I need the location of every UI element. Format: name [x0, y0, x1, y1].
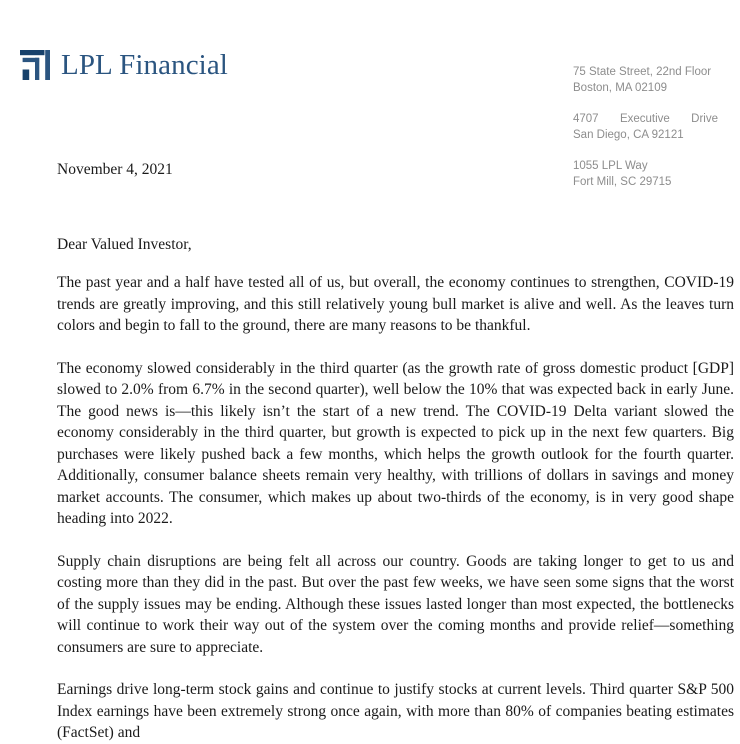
address-line-street: 1055 LPL Way	[573, 160, 648, 172]
brand-lockup	[20, 50, 228, 80]
letter-date: November 4, 2021	[57, 161, 173, 178]
address-line-street	[573, 111, 718, 127]
address-street-number: 4707	[573, 113, 599, 125]
address-line-street: 75 State Street, 22nd Floor	[573, 66, 712, 78]
brand-wordmark: LPL Financial	[61, 48, 228, 81]
letter-paragraph: The economy slowed considerably in the third quarter (as the growth rate of gross domestic product [GDP] slowed to 2.0% from 6.7% in the second quarter), well below the 10% that was expected back in early June. The good news is—this likely isn’t the start of a new trend. The COVID-19 Delta variant slowed the economy considerably in the third quarter, but growth is expected to pick up in the next few quarters. Big purchases were likely pushed back a few months, which helps the growth outlook for the fourth quarter. Additionally, consumer balance sheets remain very healthy, with trillions of dollars in savings and money market accounts. The consumer, which makes up about two-thirds of the economy, is in very good shape heading into 2022.	[57, 359, 734, 527]
office-address-san-diego	[573, 111, 733, 143]
lpl-logo-mark-icon	[20, 50, 50, 80]
letter-paragraph: The past year and a half have tested all of us, but overall, the economy continues to strengthen, COVID-19 trends are greatly improving, and this still relatively young bull market is alive and well. As the leaves turn colors and begin to fall to the ground, there are many reasons to be thankful.	[57, 274, 734, 334]
office-address-fort-mill	[573, 158, 733, 190]
office-address-block	[573, 64, 733, 190]
address-line-city: Fort Mill, SC 29715	[573, 176, 672, 188]
letter-salutation: Dear Valued Investor,	[57, 236, 192, 253]
address-street-name: Executive	[619, 113, 670, 125]
letter-paragraph: Earnings drive long-term stock gains and continue to justify stocks at current levels. Third quarter S&P 500 Index earnings have been extremely strong once again, with more than 80% of companies beating estimates (FactSet) and	[57, 681, 734, 741]
address-street-type: Drive	[691, 113, 718, 125]
office-address-boston	[573, 64, 733, 96]
address-line-city: Boston, MA 02109	[573, 82, 667, 94]
address-line-city: San Diego, CA 92121	[573, 129, 684, 141]
letter-body	[57, 272, 734, 744]
letter-paragraph: Supply chain disruptions are being felt all across our country. Goods are taking longer to get to us and costing more than they did in the past. But over the past few weeks, we have seen some signs that the worst of the supply issues may be ending. Although these issues lasted longer than most expected, the bottlenecks will continue to work their way out of the system over the coming months and provide relief—something consumers are sure to appreciate.	[57, 552, 734, 656]
